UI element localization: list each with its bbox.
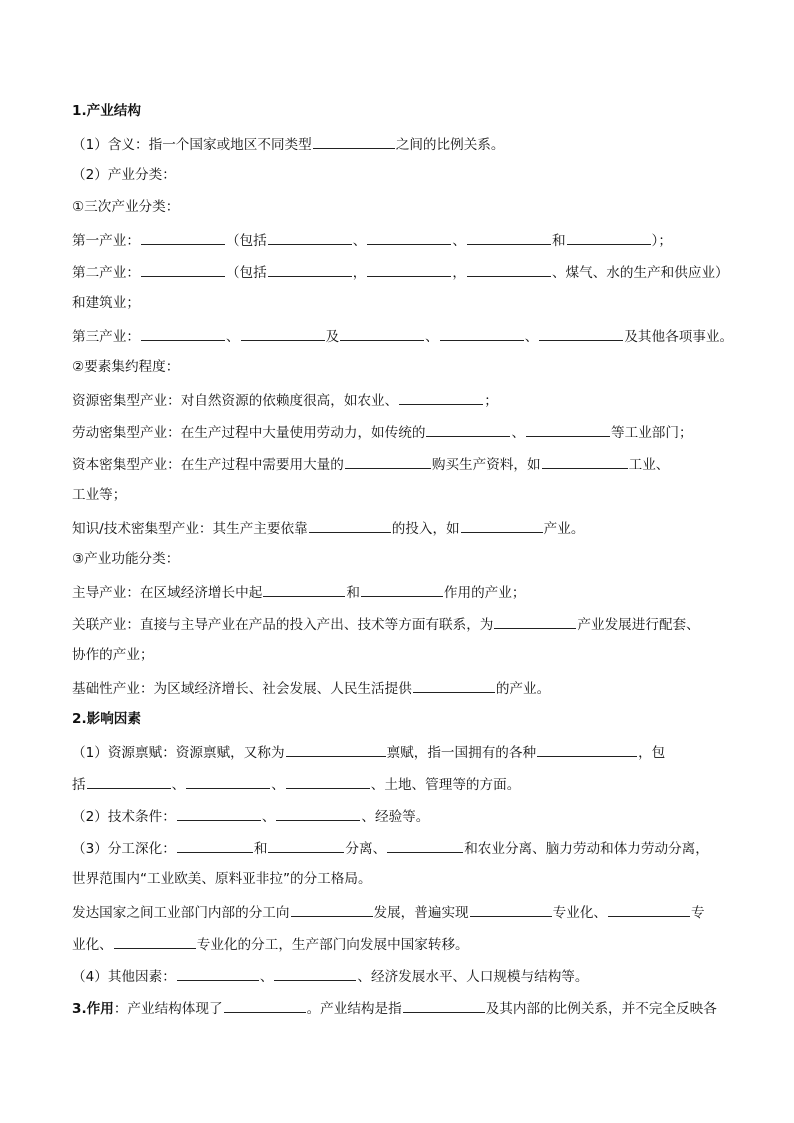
text: ，包 <box>638 745 666 761</box>
text: （2）技术条件： <box>72 809 176 825</box>
text: 产业。 <box>543 521 585 537</box>
text: 、土地、管理等的方面。 <box>370 777 521 793</box>
fill-blank[interactable] <box>263 582 345 597</box>
text: 之间的比例关系。 <box>395 137 505 153</box>
text: 专业化的分工，生产部门向发展中国家转移。 <box>196 937 469 953</box>
text: ：产业结构体现了 <box>113 1001 223 1017</box>
line-construction: 和建筑业； <box>72 295 140 311</box>
fill-blank[interactable] <box>494 614 576 629</box>
text: 专业化、 <box>552 905 608 921</box>
line-secondary-industry <box>72 262 729 282</box>
text: 劳动密集型产业：在生产过程中大量使用劳动力，如传统的 <box>72 425 426 441</box>
text: 、 <box>259 969 274 985</box>
fill-blank[interactable] <box>367 230 451 245</box>
line-division-of-labor <box>72 838 709 858</box>
line-classification: （2）产业分类： <box>72 167 176 183</box>
fill-blank[interactable] <box>286 774 370 789</box>
text: （包括 <box>225 233 267 249</box>
text: （1）含义：指一个国家或地区不同类型 <box>72 137 312 153</box>
text: 专 <box>691 905 705 921</box>
text: 、经验等。 <box>361 809 430 825</box>
fill-blank[interactable] <box>387 838 463 853</box>
fill-blank[interactable] <box>345 454 431 469</box>
fill-blank[interactable] <box>608 902 690 917</box>
line-definition <box>72 134 505 154</box>
text: （包括 <box>225 265 267 281</box>
fill-blank[interactable] <box>268 838 344 853</box>
line-resource-endowment <box>72 742 665 762</box>
text: 的产业。 <box>495 681 551 697</box>
fill-blank[interactable] <box>177 806 261 821</box>
fill-blank[interactable] <box>268 262 352 277</box>
fill-blank[interactable] <box>367 262 451 277</box>
line-developed-countries <box>72 902 705 922</box>
text: 第一产业： <box>72 233 140 249</box>
text: 关联产业：直接与主导产业在产品的投入产出、技术等方面有联系，为 <box>72 617 494 633</box>
fill-blank[interactable] <box>403 998 485 1013</box>
fill-blank[interactable] <box>274 966 356 981</box>
fill-blank[interactable] <box>141 326 225 341</box>
text: 产业发展进行配套、 <box>577 617 700 633</box>
line-related-industry <box>72 614 700 634</box>
text: 的投入，如 <box>391 521 460 537</box>
line-technology <box>72 806 429 826</box>
text: 、经济发展水平、人口规模与结构等。 <box>357 969 589 985</box>
fill-blank[interactable] <box>286 742 386 757</box>
text: 及其他各项事业。 <box>624 329 734 345</box>
text: 和 <box>346 585 360 601</box>
fill-blank[interactable] <box>526 422 610 437</box>
text: 及其内部的比例关系，并不完全反映各 <box>485 1001 717 1017</box>
section-3-title: 3.作用 <box>72 1001 114 1017</box>
text: （3）分工深化： <box>72 841 176 857</box>
fill-blank[interactable] <box>241 326 325 341</box>
fill-blank[interactable] <box>313 134 395 149</box>
fill-blank[interactable] <box>141 230 225 245</box>
fill-blank[interactable] <box>177 838 253 853</box>
text: 、 <box>352 233 367 249</box>
line-capital-intensive <box>72 454 669 474</box>
text: 、 <box>271 777 285 793</box>
text: 、 <box>452 233 466 249</box>
text: 及 <box>325 329 340 345</box>
text: 和 <box>253 841 268 857</box>
fill-blank[interactable] <box>537 742 637 757</box>
text: 、煤气、水的生产和供应业） <box>551 265 729 281</box>
text: 、 <box>524 329 539 345</box>
line-industry-etc: 工业等； <box>72 487 127 503</box>
text: 知识/技术密集型产业：其生产主要依靠 <box>72 521 308 537</box>
fill-blank[interactable] <box>224 998 306 1013</box>
fill-blank[interactable] <box>399 390 483 405</box>
text: 、 <box>425 329 439 345</box>
text: （1）资源禀赋：资源禀赋，又称为 <box>72 745 285 761</box>
text: 资本密集型产业：在生产过程中需要用大量的 <box>72 457 344 473</box>
fill-blank[interactable] <box>467 230 551 245</box>
fill-blank[interactable] <box>276 806 360 821</box>
text: ， <box>352 265 367 281</box>
line-endowment-contents <box>72 774 520 794</box>
text: 和 <box>551 233 566 249</box>
text: 。产业结构是指 <box>306 1001 402 1017</box>
text: 等工业部门； <box>611 425 693 441</box>
fill-blank[interactable] <box>539 326 623 341</box>
line-knowledge-intensive <box>72 518 584 538</box>
line-three-industries: ①三次产业分类： <box>72 199 180 215</box>
text: ； <box>484 393 498 409</box>
text: 工业、 <box>628 457 670 473</box>
text: 主导产业：在区域经济增长中起 <box>72 585 263 601</box>
text: 、 <box>261 809 276 825</box>
text: 分离、 <box>345 841 387 857</box>
fill-blank[interactable] <box>141 262 225 277</box>
fill-blank[interactable] <box>87 774 171 789</box>
text: 、 <box>511 425 526 441</box>
fill-blank[interactable] <box>461 518 543 533</box>
text: 发展，普遍实现 <box>373 905 469 921</box>
text: 、 <box>171 777 186 793</box>
text: 业化、 <box>72 937 113 953</box>
fill-blank[interactable] <box>114 934 196 949</box>
fill-blank[interactable] <box>361 582 443 597</box>
fill-blank[interactable] <box>440 326 524 341</box>
line-cooperation: 协作的产业； <box>72 647 154 663</box>
line-resource-intensive <box>72 390 498 410</box>
line-primary-industry <box>72 230 672 250</box>
fill-blank[interactable] <box>567 230 651 245</box>
text: 第二产业： <box>72 265 140 281</box>
fill-blank[interactable] <box>186 774 270 789</box>
line-other-factors <box>72 966 589 986</box>
fill-blank[interactable] <box>291 902 373 917</box>
text: 发达国家之间工业部门内部的分工向 <box>72 905 290 921</box>
text: ）； <box>651 233 672 249</box>
text: 禀赋，指一国拥有的各种 <box>386 745 537 761</box>
text: （4）其他因素： <box>72 969 176 985</box>
fill-blank[interactable] <box>268 230 352 245</box>
text: 基础性产业：为区域经济增长、社会发展、人民生活提供 <box>72 681 412 697</box>
line-specialization <box>72 934 469 954</box>
text: ， <box>452 265 466 281</box>
text: 第三产业： <box>72 329 140 345</box>
line-factor-intensity: ②要素集约程度： <box>72 359 180 375</box>
text: 作用的产业； <box>443 585 526 601</box>
section-1-title: 1.产业结构 <box>72 103 141 119</box>
fill-blank[interactable] <box>309 518 391 533</box>
fill-blank[interactable] <box>340 326 424 341</box>
section-2-title: 2.影响因素 <box>72 711 141 727</box>
fill-blank[interactable] <box>177 966 259 981</box>
fill-blank[interactable] <box>470 902 552 917</box>
line-world-pattern: 世界范围内“工业欧美、原料亚非拉”的分工格局。 <box>72 871 372 887</box>
text: 和农业分离、脑力劳动和体力劳动分离， <box>464 841 709 857</box>
text: 、 <box>225 329 240 345</box>
line-basic-industry <box>72 678 550 698</box>
line-function-classification: ③产业功能分类： <box>72 551 180 567</box>
text: 购买生产资料，如 <box>431 457 541 473</box>
text: 括 <box>72 777 86 793</box>
fill-blank[interactable] <box>426 422 510 437</box>
line-tertiary-industry <box>72 326 733 346</box>
fill-blank[interactable] <box>413 678 495 693</box>
text: 资源密集型产业：对自然资源的依赖度很高，如农业、 <box>72 393 399 409</box>
line-labor-intensive <box>72 422 693 442</box>
fill-blank[interactable] <box>542 454 628 469</box>
fill-blank[interactable] <box>467 262 551 277</box>
line-role <box>72 998 717 1018</box>
line-leading-industry <box>72 582 525 602</box>
